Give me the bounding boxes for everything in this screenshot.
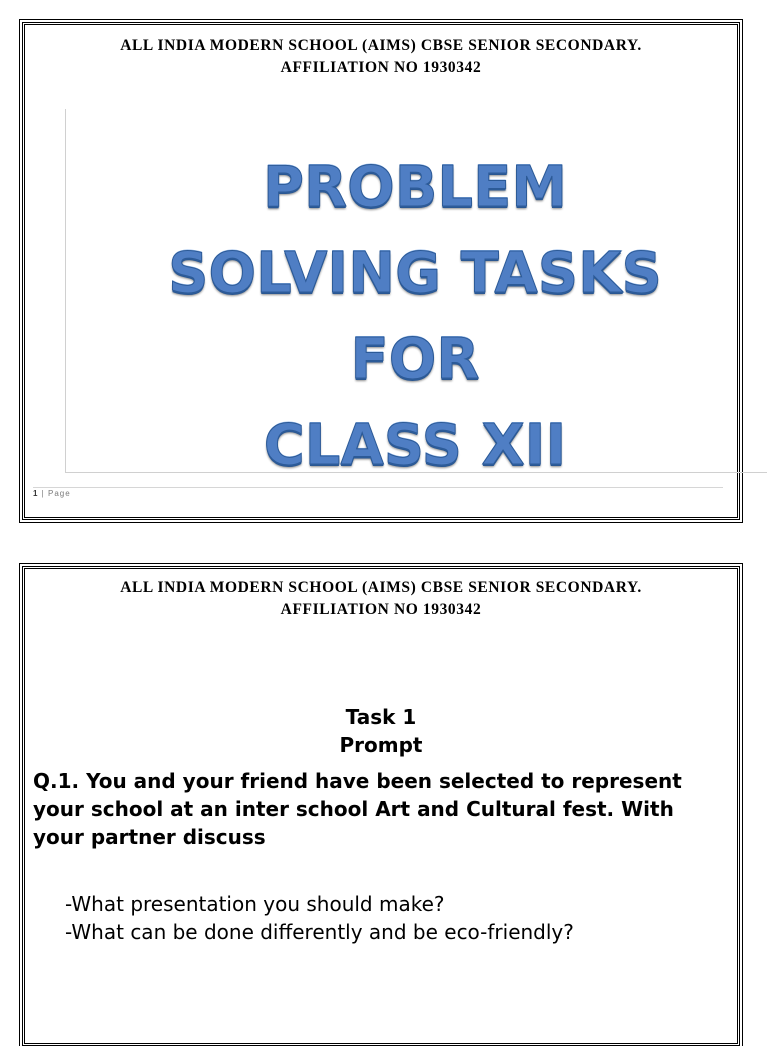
title-line: FOR bbox=[350, 327, 480, 392]
discussion-points bbox=[65, 890, 727, 946]
page-number: 1 bbox=[33, 489, 39, 498]
document-page-2 bbox=[22, 566, 740, 1046]
affiliation-number: AFFILIATION NO 1930342 bbox=[280, 601, 482, 618]
school-header bbox=[25, 35, 737, 79]
affiliation-number: AFFILIATION NO 1930342 bbox=[280, 59, 482, 76]
discussion-point: -What can be done differently and be eco-friendly? bbox=[65, 920, 574, 944]
prompt-label: Prompt bbox=[339, 733, 423, 757]
task-label: Task 1 bbox=[345, 705, 417, 729]
page-label: Page bbox=[47, 489, 71, 498]
school-name: ALL INDIA MODERN SCHOOL (AIMS) CBSE SENIOR SECONDARY. bbox=[120, 579, 642, 596]
task-heading bbox=[25, 703, 737, 759]
question-text: Q.1. You and your friend have been selected to represent your school at an inter school Art and Cultural fest. With your partner discuss bbox=[33, 769, 682, 849]
document-page-1 bbox=[22, 22, 740, 520]
school-header bbox=[25, 577, 737, 621]
school-name: ALL INDIA MODERN SCHOOL (AIMS) CBSE SENIOR SECONDARY. bbox=[120, 37, 642, 54]
discussion-point: -What presentation you should make? bbox=[65, 892, 445, 916]
page-footer bbox=[33, 487, 723, 498]
title-line: CLASS XII bbox=[263, 413, 567, 478]
title-line: PROBLEM bbox=[262, 155, 568, 220]
title-line: SOLVING TASKS bbox=[168, 241, 662, 306]
cover-title bbox=[65, 145, 765, 489]
footer-separator: | bbox=[38, 489, 48, 498]
